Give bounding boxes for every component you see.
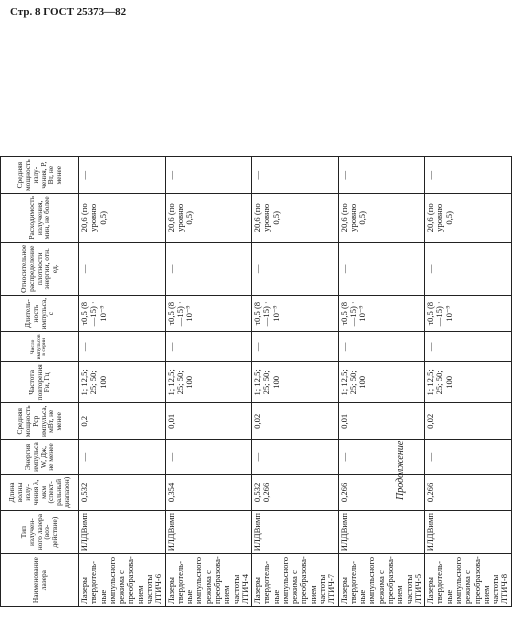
cell-distribution: — [338, 242, 425, 295]
cell-avg-power: — [425, 157, 512, 194]
cell-avg-power: — [252, 157, 339, 194]
header-wavelength: Длина волны излучения λ, мкм (спектральный диапазон) [1, 474, 79, 510]
table-row [338, 157, 425, 607]
cell-type: ИЛДВимп [165, 510, 252, 553]
cell-freq: 1; 12,5; 25; 50; 100 [425, 362, 512, 403]
table-row [252, 157, 339, 607]
cell-distribution: — [79, 242, 166, 295]
cell-energy: — [252, 440, 339, 475]
header-type: Тип излученного лазера (воздействие) [1, 510, 79, 553]
cell-duration: τ0,5 (8—15) · 10⁻⁹ [252, 295, 339, 332]
cell-name: Лазеры твердотельные импульсного режима с преобразованием частоты ЛТИЧ-4 [165, 554, 252, 607]
cell-energy: — [338, 440, 425, 475]
cell-name: Лазеры твердотельные импульсного режима с преобразованием частоты ЛТИЧ-7 [252, 554, 339, 607]
wavelength-value: 0,266 [261, 482, 272, 503]
rotated-table-wrapper [0, 156, 512, 607]
cell-wavelength [165, 474, 252, 510]
cell-duration: τ0,5 (8—15) · 10⁻⁹ [425, 295, 512, 332]
cell-distribution: — [425, 242, 512, 295]
cell-avg-power: — [338, 157, 425, 194]
cell-divergence: 20,6 (по уровню 0,5) [425, 194, 512, 243]
cell-power: 0,01 [338, 403, 425, 440]
cell-avg-power: — [79, 157, 166, 194]
table-row [425, 157, 512, 607]
cell-name: Лазеры твердотельные импульсного режима с преобразованием частоты ЛТИЧ-8 [425, 554, 512, 607]
cell-divergence: 20,6 (по уровню 0,5) [338, 194, 425, 243]
header-divergence: Расходимость излучения, мин, не более [1, 194, 79, 243]
cell-pulses: — [252, 332, 339, 362]
header-frequency: Частота повторения Fи, Гц [1, 362, 79, 403]
cell-energy: — [79, 440, 166, 475]
table-header-row [1, 157, 79, 607]
cell-avg-power: — [165, 157, 252, 194]
cell-distribution: — [165, 242, 252, 295]
cell-name: Лазеры твердотельные импульсного режима с преобразованием частоты ЛТИЧ-5 [338, 554, 425, 607]
wavelength-value: 0,266 [425, 482, 436, 503]
wavelength-value: 0,354 [165, 482, 176, 503]
header-power: Средняя мощность Рср импульса, мВт, не менее [1, 403, 79, 440]
header-avg-power: Средняя мощность излучения, Р, Вт, не менее [1, 157, 79, 194]
cell-distribution: — [252, 242, 339, 295]
wavelength-value: 0,266 [338, 482, 349, 503]
cell-pulses: — [338, 332, 425, 362]
cell-power: 0,02 [425, 403, 512, 440]
cell-power: 0,02 [252, 403, 339, 440]
cell-freq: 1; 12,5; 25; 50; 100 [165, 362, 252, 403]
wavelength-value: 0,532 [79, 482, 89, 503]
cell-pulses: — [425, 332, 512, 362]
cell-freq: 1; 12,5; 25; 50; 100 [79, 362, 166, 403]
cell-duration: τ0,5 (8—15) · 10⁻⁹ [79, 295, 166, 332]
cell-freq: 1; 12,5; 25; 50; 100 [252, 362, 339, 403]
cell-energy: — [425, 440, 512, 475]
cell-duration: τ0,5 (8—15) · 10⁻⁹ [165, 295, 252, 332]
cell-divergence: 20,6 (по уровню 0,5) [252, 194, 339, 243]
wavelength-value: 0,532 [252, 482, 263, 503]
laser-parameters-table [0, 156, 512, 607]
cell-pulses: — [79, 332, 166, 362]
cell-type: ИЛДВимп [79, 510, 166, 553]
cell-power: 0,01 [165, 403, 252, 440]
header-name: Наименование лазера [1, 554, 79, 607]
continued-label: Продолжение [395, 440, 406, 500]
cell-divergence: 20,6 (по уровню 0,5) [165, 194, 252, 243]
page-number: Стр. 8 [10, 6, 41, 18]
cell-freq: 1; 12,5; 25; 50; 100 [338, 362, 425, 403]
header-duration: Длительность импульса, с [1, 295, 79, 332]
cell-pulses: — [165, 332, 252, 362]
table-row [165, 157, 252, 607]
cell-wavelength [425, 474, 512, 510]
cell-divergence: 20,6 (по уровню 0,5) [79, 194, 166, 243]
standard-title: ГОСТ 25373—82 [43, 6, 127, 18]
cell-name: Лазеры твердотельные импульсного режима с преобразованием частоты ЛТИЧ-6 [79, 554, 166, 607]
cell-wavelength [252, 474, 339, 510]
cell-type: ИЛДВимп [252, 510, 339, 553]
cell-power: 0,2 [79, 403, 166, 440]
cell-type: ИЛДВимп [425, 510, 512, 553]
table-row [79, 157, 166, 607]
cell-energy: — [165, 440, 252, 475]
header-pulse-count: Число импульсов в серии [1, 332, 79, 362]
page-header [10, 6, 126, 18]
cell-type: ИЛДВимп [338, 510, 425, 553]
header-energy: Энергия импульса W, Дж, не менее [1, 440, 79, 475]
header-distribution: Относительное распределение плотности энергии, отн. ед. [1, 242, 79, 295]
cell-wavelength [79, 474, 166, 510]
cell-wavelength [338, 474, 425, 510]
cell-duration: τ0,5 (8—15) · 10⁻⁹ [338, 295, 425, 332]
